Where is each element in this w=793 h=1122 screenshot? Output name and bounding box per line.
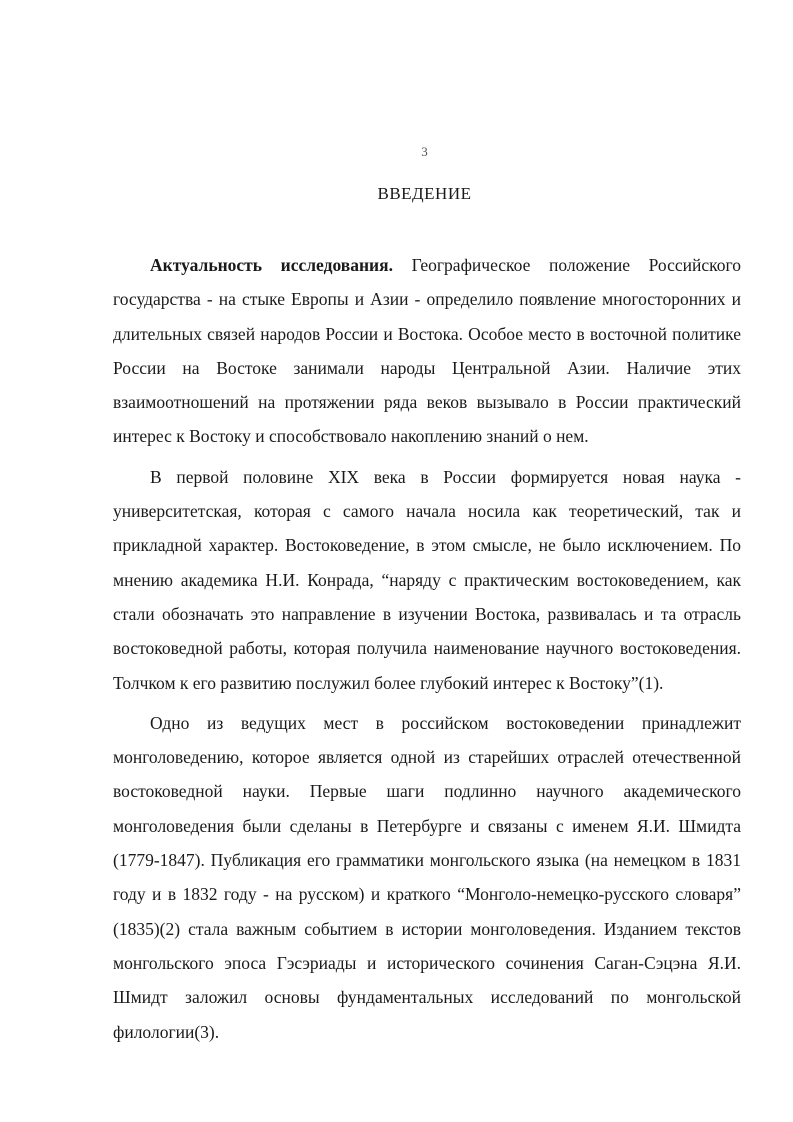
page-number: 3 [421,144,428,159]
paragraph-text: Географическое положение Российского государства - на стыке Европы и Азии - определило появление многосторонних и длительных связей народов России и Востока. Особое место в восточной политике России на Востоке занимали народы Центральной Азии. Наличие этих взаимоотношений на протяжении ряда веков вызывало в России практический интерес к Востоку и способствовало накоплению знаний о нем. [113,255,741,447]
section-heading: ВВЕДЕНИЕ [377,184,472,203]
paragraph [113,460,741,700]
paragraph-text: В первой половине XIX века в России формируется новая наука - университетская, которая с самого начала носила как теоретический, так и прикладной характер. Востоковедение, в этом смысле, не было исключением. По мнению академика Н.И. Конрада, “наряду с практическим востоковедением, как стали обозначать это направление в изучении Востока, развивалась и та отрасль востоковедной работы, которая получила наименование научного востоковедения. Толчком к его развитию послужил более глубокий интерес к Востоку”(1). [113,466,741,693]
paragraph [113,706,741,1049]
body-text [113,248,741,1049]
paragraph-lead: Актуальность исследования. [150,255,393,275]
paragraph-text: Одно из ведущих мест в российском востоковедении принадлежит монголоведению, которое является одной из старейших отраслей отечественной востоковедной науки. Первые шаги подлинно научного академического монголоведения были сделаны в Петербурге и связаны с именем Я.И. Шмидта (1779-1847). Публикация его грамматики монгольского языка (на немецком в 1831 году и в 1832 году - на русском) и краткого “Монголо-немецко-русского словаря” (1835)(2) стала важным событием в истории монголоведения. Изданием текстов монгольского эпоса Гэсэриады и исторического сочинения Саган-Сэцэна Я.И. Шмидт заложил основы фундаментальных исследований по монгольской филологии(3). [113,712,741,1042]
paragraph [113,248,741,454]
